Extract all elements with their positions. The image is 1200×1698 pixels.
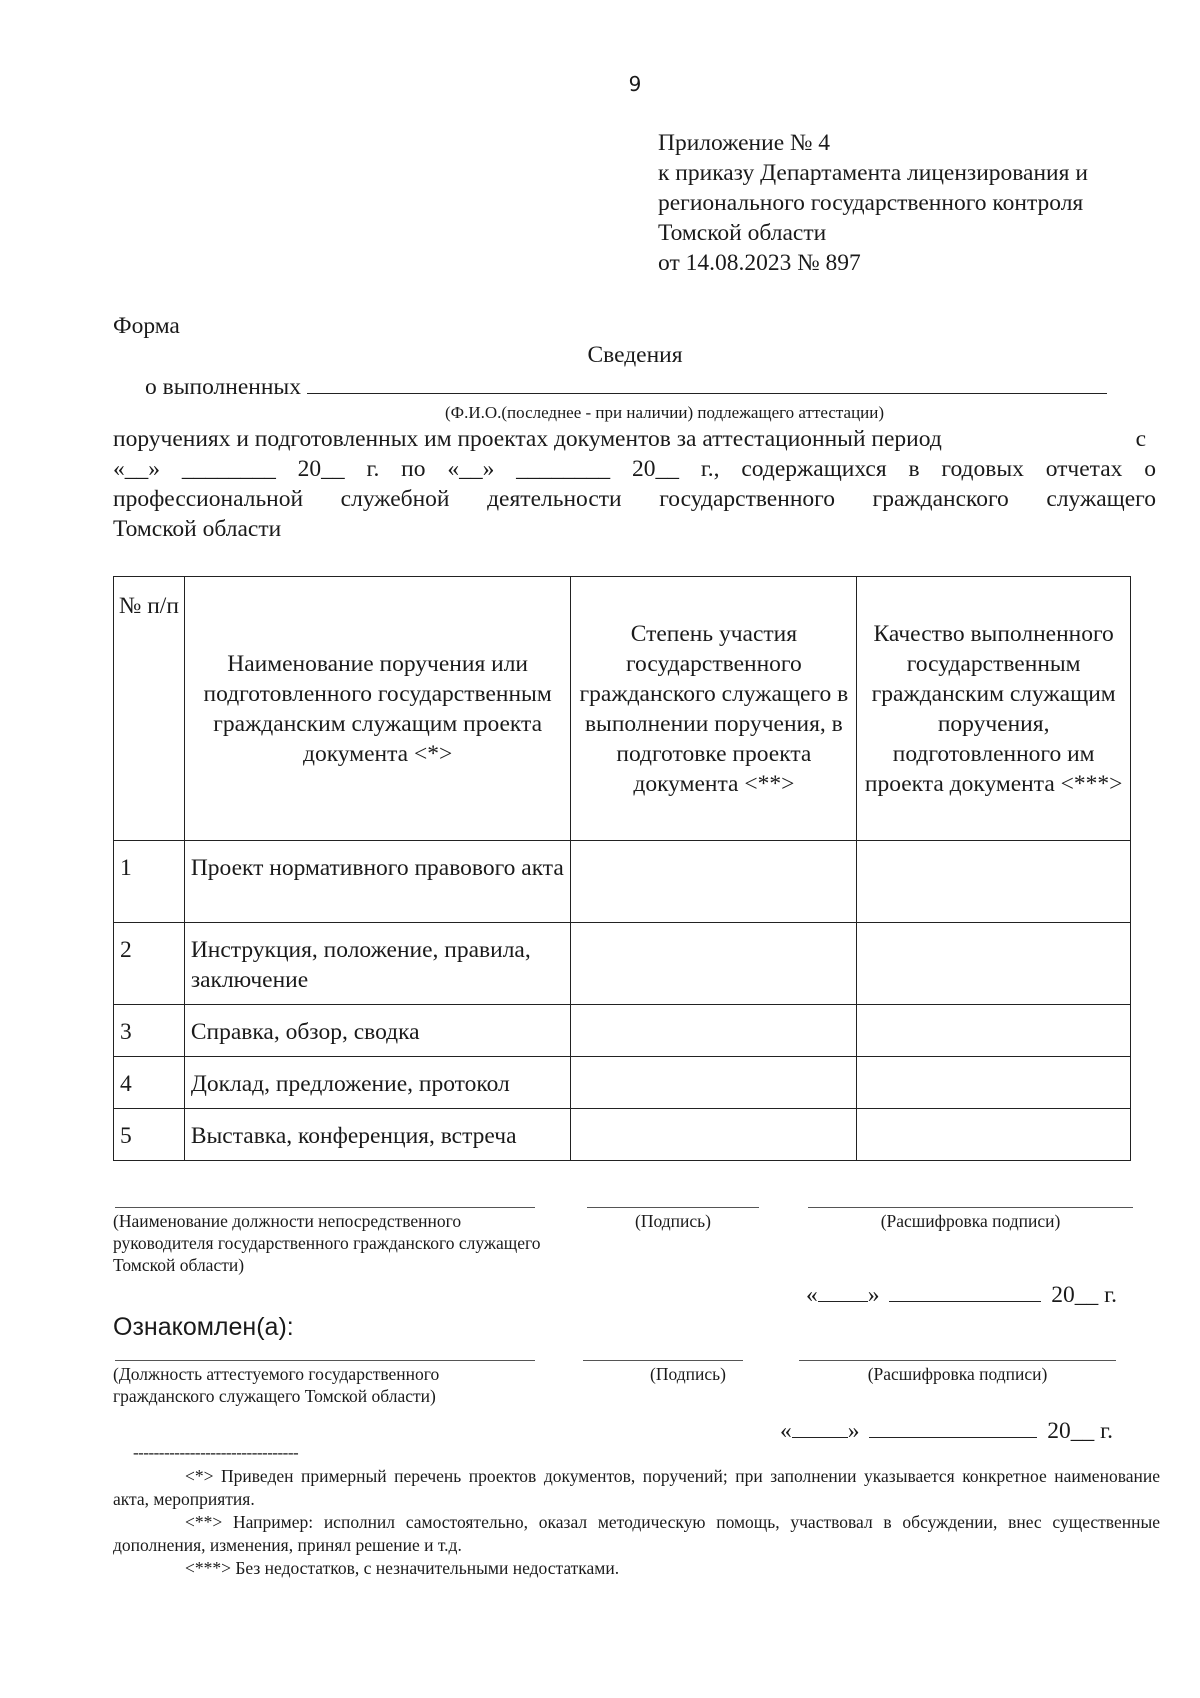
date-day-field[interactable] xyxy=(818,1283,868,1302)
supervisor-date xyxy=(806,1282,1117,1309)
row-no: 5 xyxy=(114,1109,185,1161)
row-no: 2 xyxy=(114,923,185,1005)
footnote-separator: -------------------------------- xyxy=(133,1443,299,1462)
appendix-line: к приказу Департамента лицензирования и xyxy=(658,160,1088,186)
date-year: 20__ г. xyxy=(1051,1282,1117,1308)
date-open-quote: « xyxy=(806,1282,818,1308)
row-participation[interactable] xyxy=(571,841,857,923)
row-quality[interactable] xyxy=(857,1057,1131,1109)
table-header-row xyxy=(114,577,1131,841)
row-name: Доклад, предложение, протокол xyxy=(184,1057,571,1109)
date-close-quote: » xyxy=(847,1418,860,1444)
supervisor-decoding-line[interactable] xyxy=(808,1207,1133,1208)
appendix-header xyxy=(658,128,1088,278)
row-quality[interactable] xyxy=(857,841,1131,923)
row-name: Проект нормативного правового акта xyxy=(184,841,571,923)
supervisor-position-line[interactable] xyxy=(115,1207,535,1208)
date-month-field[interactable] xyxy=(869,1419,1037,1438)
supervisor-signature-caption: (Подпись) xyxy=(635,1211,711,1231)
appendix-line: Приложение № 4 xyxy=(658,130,831,156)
supervisor-signature-line[interactable] xyxy=(587,1207,759,1208)
intro-line-2: «__» ________ 20__ г. по «__» ________ 20__ г., содержащихся в годовых отчетах о xyxy=(113,456,1156,482)
employee-position-line[interactable] xyxy=(115,1360,535,1361)
row-participation[interactable] xyxy=(571,1109,857,1161)
employee-date xyxy=(780,1418,1113,1445)
row-quality[interactable] xyxy=(857,923,1131,1005)
header-quality: Качество выполненного государственным гражданским служащим поручения, подготовленного им проекта документа <***> xyxy=(857,577,1131,841)
form-label: Форма xyxy=(113,313,180,339)
employee-position-caption: (Должность аттестуемого государственного гражданского служащего Томской области) xyxy=(113,1364,440,1406)
intro-line-1: поручениях и подготовленных им проектах документов за аттестационный период xyxy=(113,426,942,452)
date-day-field[interactable] xyxy=(792,1419,848,1438)
page-number: 9 xyxy=(628,72,642,96)
appendix-line: от 14.08.2023 № 897 xyxy=(658,250,861,276)
row-participation[interactable] xyxy=(571,1057,857,1109)
appendix-line: регионального государственного контроля xyxy=(658,190,1084,216)
table-row xyxy=(114,1057,1131,1109)
row-no: 3 xyxy=(114,1005,185,1057)
fio-caption: (Ф.И.О.(последнее - при наличии) подлежащего аттестации) xyxy=(445,403,885,422)
date-close-quote: » xyxy=(867,1282,880,1308)
document-title: Сведения xyxy=(587,342,683,368)
table-row xyxy=(114,923,1131,1005)
row-name: Выставка, конференция, встреча xyxy=(184,1109,571,1161)
supervisor-decoding-caption: (Расшифровка подписи) xyxy=(880,1211,1061,1231)
about-prefix: о выполненных xyxy=(145,374,301,400)
about-line xyxy=(145,373,1107,401)
employee-decoding-caption: (Расшифровка подписи) xyxy=(867,1364,1048,1384)
footnote-3: <***> Без недостатков, с незначительными недостатками. xyxy=(185,1558,620,1578)
table-row xyxy=(114,1005,1131,1057)
date-year: 20__ г. xyxy=(1047,1418,1113,1444)
row-participation[interactable] xyxy=(571,1005,857,1057)
intro-line-1-end: с xyxy=(1135,426,1146,452)
intro-line-3: профессиональной служебной деятельности государственного гражданского служащего xyxy=(113,486,1156,512)
row-participation[interactable] xyxy=(571,923,857,1005)
date-month-field[interactable] xyxy=(889,1283,1041,1302)
header-name: Наименование поручения или подготовленного государственным гражданским служащим проекта документа <*> xyxy=(184,577,571,841)
date-open-quote: « xyxy=(780,1418,792,1444)
row-quality[interactable] xyxy=(857,1005,1131,1057)
row-quality[interactable] xyxy=(857,1109,1131,1161)
table-row xyxy=(114,1109,1131,1161)
header-participation: Степень участия государственного гражданского служащего в выполнении поручения, в подготовке проекта документа <**> xyxy=(571,577,857,841)
employee-decoding-line[interactable] xyxy=(799,1360,1116,1361)
footnote-2: <**> Например: исполнил самостоятельно, оказал методическую помощь, участвовал в обсуждении, внес существенные дополнения, изменения, принял решение и т.д. xyxy=(113,1512,1160,1555)
footnotes xyxy=(113,1465,1160,1580)
row-no: 4 xyxy=(114,1057,185,1109)
footnote-1: <*> Приведен примерный перечень проектов документов, поручений; при заполнении указывается конкретное наименование акта, мероприятия. xyxy=(113,1466,1160,1509)
intro-line-4: Томской области xyxy=(113,516,282,542)
employee-signature-caption: (Подпись) xyxy=(650,1364,726,1384)
employee-signature-line[interactable] xyxy=(583,1360,743,1361)
table-row xyxy=(114,841,1131,923)
fio-fill-line[interactable] xyxy=(307,373,1107,394)
row-no: 1 xyxy=(114,841,185,923)
supervisor-position-caption: (Наименование должности непосредственного руководителя государственного гражданского служащего Томской области) xyxy=(113,1211,541,1275)
intro-paragraph xyxy=(113,424,1156,544)
acquainted-label: Ознакомлен(а): xyxy=(113,1313,294,1341)
header-no: № п/п xyxy=(114,577,185,841)
appendix-line: Томской области xyxy=(658,220,827,246)
row-name: Инструкция, положение, правила, заключение xyxy=(184,923,571,1005)
assignments-table xyxy=(113,576,1131,1161)
row-name: Справка, обзор, сводка xyxy=(184,1005,571,1057)
